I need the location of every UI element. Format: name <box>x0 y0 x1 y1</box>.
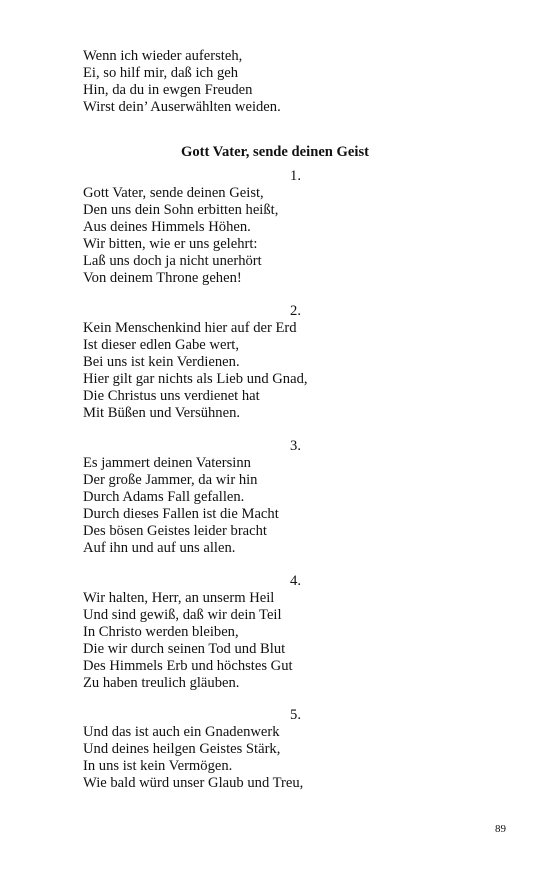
poem-line: Wie bald würd unser Glaub und Treu, <box>83 775 304 791</box>
poem-line: Gott Vater, sende deinen Geist, <box>83 185 264 201</box>
poem-line: Bei uns ist kein Verdienen. <box>83 354 240 370</box>
poem-line: Von deinem Throne gehen! <box>83 270 242 286</box>
poem-line: Auf ihn und auf uns allen. <box>83 540 236 556</box>
poem-line: Und deines heilgen Geistes Stärk, <box>83 741 281 757</box>
poem-line: Und sind gewiß, daß wir dein Teil <box>83 607 282 623</box>
verse-number: 2. <box>290 303 301 319</box>
poem-line: Den uns dein Sohn erbitten heißt, <box>83 202 279 218</box>
poem-line: In Christo werden bleiben, <box>83 624 239 640</box>
verse-2 <box>83 303 483 422</box>
verse-3 <box>83 438 483 557</box>
poem-line: Der große Jammer, da wir hin <box>83 472 258 488</box>
poem-line: Mit Büßen und Versühnen. <box>83 405 241 421</box>
poem-line: Hin, da du in ewgen Freuden <box>83 82 253 98</box>
poem-line: Des Himmels Erb und höchstes Gut <box>83 658 293 674</box>
verse-number: 3. <box>290 438 301 454</box>
poem-line: Die wir durch seinen Tod und Blut <box>83 641 286 657</box>
verse-5 <box>83 707 483 792</box>
poem-line: Laß uns doch ja nicht unerhört <box>83 253 262 269</box>
verse-number: 4. <box>290 573 301 589</box>
poem-line: Durch Adams Fall gefallen. <box>83 489 245 505</box>
poem-line: Hier gilt gar nichts als Lieb und Gnad, <box>83 371 308 387</box>
poem-line: Aus deines Himmels Höhen. <box>83 219 251 235</box>
poem-line: Wir halten, Herr, an unserm Heil <box>83 590 275 606</box>
poem-line: Die Christus uns verdienet hat <box>83 388 260 404</box>
poem-line: Wir bitten, wie er uns gelehrt: <box>83 236 258 252</box>
poem-line: Wenn ich wieder aufersteh, <box>83 48 243 64</box>
poem-line: Ist dieser edlen Gabe wert, <box>83 337 240 353</box>
hymn-title: Gott Vater, sende deinen Geist <box>181 144 369 160</box>
page-number: 89 <box>495 823 506 835</box>
poem-line: Wirst dein’ Auserwählten weiden. <box>83 99 281 115</box>
poem-line: Des bösen Geistes leider bracht <box>83 523 267 539</box>
verse-number: 1. <box>290 168 301 184</box>
verse-number: 5. <box>290 707 301 723</box>
previous-hymn-ending <box>83 48 483 116</box>
poem-line: In uns ist kein Vermögen. <box>83 758 233 774</box>
verse-4 <box>83 573 483 692</box>
poem-line: Ei, so hilf mir, daß ich geh <box>83 65 239 81</box>
poem-line: Zu haben treulich gläuben. <box>83 675 240 691</box>
verse-1 <box>83 168 483 287</box>
poem-line: Es jammert deinen Vatersinn <box>83 455 251 471</box>
poem-line: Und das ist auch ein Gnadenwerk <box>83 724 280 740</box>
poem-line: Kein Menschenkind hier auf der Erd <box>83 320 297 336</box>
poem-line: Durch dieses Fallen ist die Macht <box>83 506 279 522</box>
